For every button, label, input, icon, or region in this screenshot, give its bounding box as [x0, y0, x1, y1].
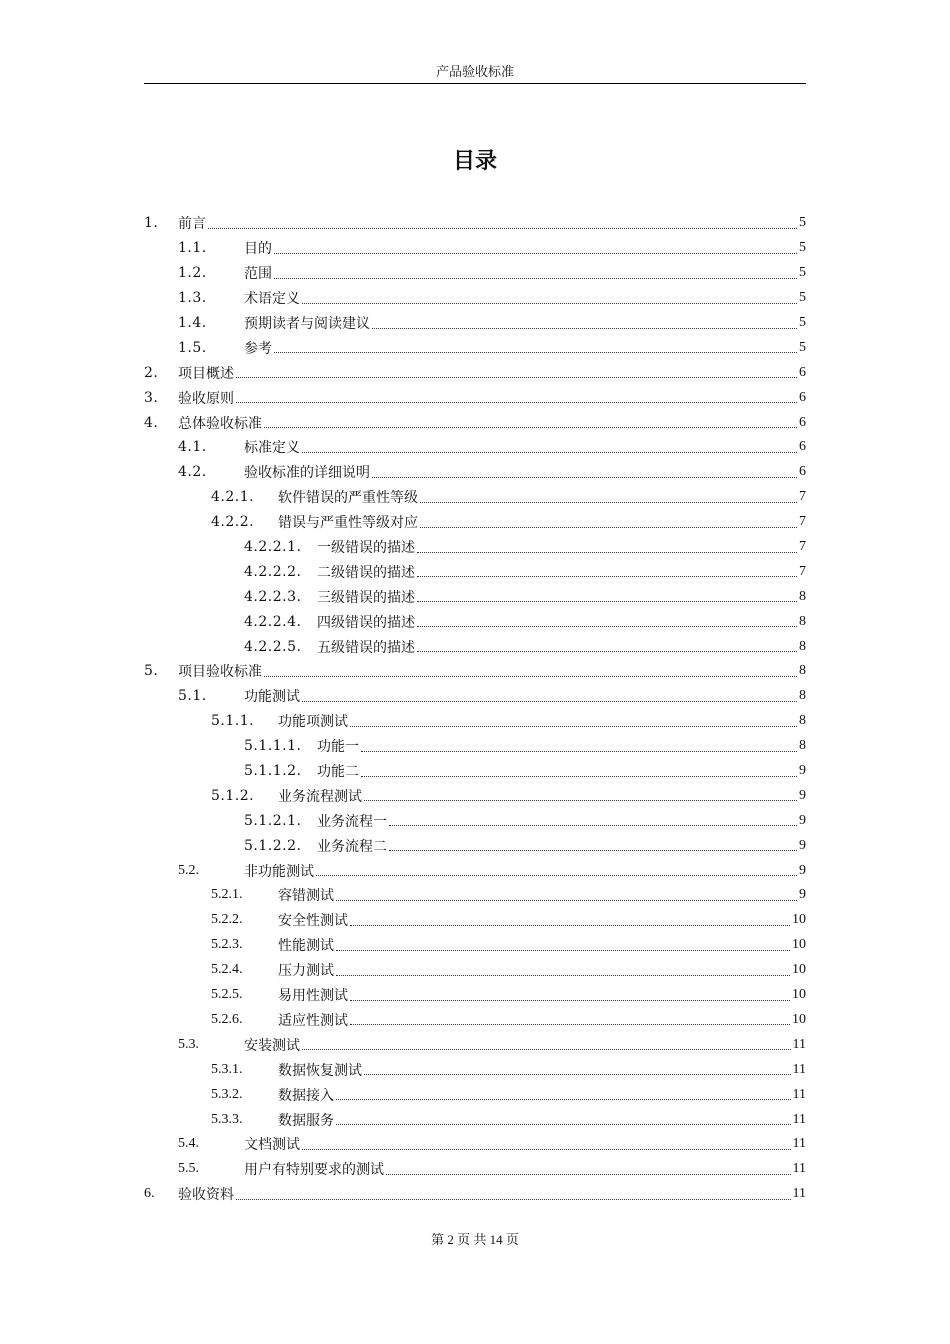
- toc-entry-label: 标准定义: [244, 440, 300, 457]
- toc-entry-page: 11: [792, 1111, 806, 1127]
- toc-dot-leader: [302, 303, 797, 304]
- toc-entry[interactable]: [144, 709, 806, 734]
- toc-entry-number: 6.: [144, 1186, 155, 1202]
- toc-entry[interactable]: [144, 211, 806, 236]
- toc-entry-page: 11: [792, 1161, 806, 1177]
- toc-entry-number: 5.2.1.: [211, 887, 243, 903]
- toc-entry-label: 验收资料: [178, 1187, 234, 1204]
- toc-entry-label: 参考: [244, 340, 272, 357]
- toc-entry-page: 8: [799, 713, 806, 729]
- toc-entry[interactable]: [144, 783, 806, 808]
- toc-entry-page: 9: [799, 862, 806, 878]
- toc-dot-leader: [389, 850, 797, 851]
- toc-entry-number: 5.1.2.2.: [244, 837, 302, 854]
- toc-entry-page: 6: [799, 364, 806, 380]
- toc-entry-number: 5.2.6.: [211, 1011, 243, 1027]
- toc-entry-label: 二级错误的描述: [317, 564, 415, 581]
- toc-entry-number: 4.2.2.4.: [244, 613, 302, 630]
- toc-entry[interactable]: [144, 808, 806, 833]
- toc-entry-label: 易用性测试: [278, 988, 348, 1005]
- toc-entry-number: 4.2.2.3.: [244, 588, 302, 605]
- toc-entry-page: 11: [792, 1136, 806, 1152]
- toc-entry-number: 5.2.3.: [211, 937, 243, 953]
- toc-entry-page: 10: [792, 937, 806, 953]
- toc-entry-label: 验收原则: [178, 390, 234, 407]
- toc-entry-page: 10: [792, 962, 806, 978]
- toc-entry-label: 业务流程一: [317, 813, 387, 830]
- toc-entry[interactable]: [144, 360, 806, 385]
- toc-entry-page: 6: [799, 439, 806, 455]
- table-of-contents: [144, 211, 806, 1207]
- toc-entry[interactable]: [144, 261, 806, 286]
- toc-entry-number: 5.1.1.2.: [244, 763, 302, 780]
- toc-dot-leader: [350, 925, 790, 926]
- toc-dot-leader: [350, 1024, 790, 1025]
- toc-entry[interactable]: [144, 908, 806, 933]
- toc-entry-page: 9: [799, 763, 806, 779]
- toc-entry-number: 4.2.2.1.: [244, 539, 302, 556]
- toc-dot-leader: [264, 676, 797, 677]
- toc-dot-leader: [302, 1049, 791, 1050]
- toc-entry[interactable]: [144, 1008, 806, 1033]
- toc-dot-leader: [336, 900, 797, 901]
- page-footer: [0, 1229, 950, 1248]
- footer-prefix: 第: [431, 1232, 445, 1247]
- toc-entry-page: 5: [799, 240, 806, 256]
- toc-entry-label: 性能测试: [278, 938, 334, 955]
- toc-dot-leader: [302, 701, 797, 702]
- toc-dot-leader: [386, 1174, 791, 1175]
- toc-dot-leader: [372, 477, 797, 478]
- toc-entry-page: 9: [799, 787, 806, 803]
- toc-entry-label: 验收标准的详细说明: [244, 465, 370, 482]
- toc-entry-page: 6: [799, 389, 806, 405]
- toc-dot-leader: [417, 576, 797, 577]
- toc-entry-number: 4.: [144, 414, 159, 431]
- toc-entry[interactable]: [144, 759, 806, 784]
- toc-entry-label: 预期读者与阅读建议: [244, 316, 370, 332]
- toc-dot-leader: [274, 352, 797, 353]
- toc-entry-label: 安装测试: [244, 1037, 300, 1054]
- toc-entry-number: 4.2.: [178, 464, 207, 481]
- toc-entry[interactable]: [144, 485, 806, 510]
- toc-entry[interactable]: [144, 1132, 806, 1157]
- toc-entry-label: 四级错误的描述: [317, 614, 415, 631]
- toc-entry-number: 5.1.2.1.: [244, 812, 302, 829]
- toc-entry-label: 业务流程测试: [278, 788, 362, 805]
- toc-dot-leader: [316, 875, 797, 876]
- toc-entry-page: 8: [799, 638, 806, 654]
- toc-dot-leader: [236, 402, 797, 403]
- toc-dot-leader: [417, 552, 797, 553]
- toc-entry-page: 8: [799, 663, 806, 679]
- toc-entry-label: 适应性测试: [278, 1012, 348, 1029]
- toc-entry-page: 11: [792, 1186, 806, 1202]
- footer-current-page: 2: [447, 1232, 454, 1247]
- toc-entry-page: 5: [799, 339, 806, 355]
- toc-entry-number: 5.2.4.: [211, 962, 243, 978]
- toc-entry-number: 5.1.: [178, 688, 207, 705]
- toc-entry[interactable]: [144, 385, 806, 410]
- toc-entry[interactable]: [144, 609, 806, 634]
- toc-entry-number: 5.1.1.1.: [244, 738, 302, 755]
- toc-dot-leader: [420, 502, 797, 503]
- toc-entry[interactable]: [144, 236, 806, 261]
- toc-entry-number: 5.3.: [178, 1036, 199, 1052]
- toc-entry[interactable]: [144, 1107, 806, 1132]
- toc-entry-number: 1.5.: [178, 339, 207, 356]
- toc-entry[interactable]: [144, 1057, 806, 1082]
- toc-entry-label: 功能测试: [244, 689, 300, 706]
- toc-dot-leader: [264, 427, 797, 428]
- toc-entry[interactable]: [144, 684, 806, 709]
- toc-entry-number: 5.3.1.: [211, 1061, 243, 1077]
- toc-dot-leader: [336, 1124, 791, 1125]
- toc-entry-number: 4.2.2.2.: [244, 563, 302, 580]
- toc-entry-number: 2.: [144, 364, 159, 381]
- toc-dot-leader: [364, 1074, 791, 1075]
- toc-entry-number: 5.2.2.: [211, 912, 243, 928]
- toc-entry-page: 7: [799, 539, 806, 555]
- toc-entry-number: 5.2.: [178, 862, 199, 878]
- toc-entry-label: 非功能测试: [244, 863, 314, 880]
- toc-entry-page: 10: [792, 987, 806, 1003]
- toc-entry-number: 5.1.1.: [211, 713, 255, 730]
- toc-entry[interactable]: [144, 559, 806, 584]
- toc-entry-label: 总体验收标准: [178, 415, 262, 432]
- toc-entry-number: 1.2.: [178, 265, 207, 282]
- toc-entry[interactable]: [144, 510, 806, 535]
- toc-dot-leader: [336, 950, 790, 951]
- toc-entry-page: 8: [799, 738, 806, 754]
- toc-entry-label: 软件错误的严重性等级: [278, 490, 418, 507]
- toc-entry[interactable]: [144, 933, 806, 958]
- toc-entry-number: 1.3.: [178, 290, 207, 307]
- toc-entry-label: 容错测试: [278, 888, 334, 905]
- toc-entry-page: 6: [799, 414, 806, 430]
- toc-entry-number: 5.4.: [178, 1136, 199, 1152]
- toc-entry-label: 术语定义: [244, 291, 300, 308]
- toc-entry-number: 1.1.: [178, 240, 207, 257]
- toc-entry[interactable]: [144, 883, 806, 908]
- toc-entry-number: 1.4.: [178, 315, 207, 331]
- toc-entry-number: 5.2.5.: [211, 987, 243, 1003]
- header-rule: [144, 83, 806, 84]
- toc-dot-leader: [361, 751, 797, 752]
- page-header: 产品验收标准: [435, 65, 514, 80]
- toc-entry[interactable]: [144, 983, 806, 1008]
- toc-dot-leader: [274, 278, 797, 279]
- toc-entry-page: 7: [799, 489, 806, 505]
- toc-entry[interactable]: [144, 1182, 806, 1207]
- toc-entry[interactable]: [144, 858, 806, 883]
- toc-entry-number: 4.2.2.: [211, 514, 255, 531]
- toc-entry[interactable]: [144, 460, 806, 485]
- toc-entry-label: 用户有特别要求的测试: [244, 1162, 384, 1179]
- footer-middle: 页 共: [457, 1232, 487, 1247]
- toc-entry-number: 5.5.: [178, 1161, 199, 1177]
- toc-dot-leader: [274, 253, 797, 254]
- toc-entry-label: 文档测试: [244, 1137, 300, 1154]
- toc-entry-label: 功能项测试: [278, 714, 348, 731]
- toc-entry-number: 5.: [144, 663, 159, 680]
- toc-entry[interactable]: [144, 734, 806, 759]
- toc-entry-page: 9: [799, 837, 806, 853]
- toc-entry-number: 5.3.2.: [211, 1086, 243, 1102]
- toc-dot-leader: [336, 1099, 791, 1100]
- toc-entry-page: 7: [799, 514, 806, 530]
- toc-entry-page: 10: [792, 912, 806, 928]
- toc-entry-label: 五级错误的描述: [317, 639, 415, 656]
- toc-entry-page: 5: [799, 265, 806, 281]
- toc-entry[interactable]: [144, 535, 806, 560]
- toc-entry-number: 4.1.: [178, 439, 207, 456]
- toc-entry-label: 压力测试: [278, 963, 334, 980]
- toc-entry[interactable]: [144, 335, 806, 360]
- toc-entry-page: 8: [799, 688, 806, 704]
- toc-entry-page: 5: [799, 290, 806, 306]
- toc-dot-leader: [389, 825, 797, 826]
- toc-entry-label: 功能一: [317, 739, 359, 756]
- toc-dot-leader: [417, 651, 797, 652]
- toc-entry[interactable]: [144, 584, 806, 609]
- toc-entry-number: 1.: [144, 215, 159, 232]
- toc-dot-leader: [350, 1000, 790, 1001]
- toc-entry-label: 范围: [244, 266, 272, 283]
- toc-entry-page: 11: [792, 1036, 806, 1052]
- toc-entry-page: 8: [799, 613, 806, 629]
- toc-entry[interactable]: [144, 311, 806, 336]
- toc-entry-label: 安全性测试: [278, 913, 348, 930]
- toc-entry-number: 4.2.2.5.: [244, 638, 302, 655]
- toc-dot-leader: [417, 626, 797, 627]
- footer-suffix: 页: [505, 1232, 519, 1247]
- toc-dot-leader: [417, 601, 797, 602]
- toc-entry-page: 9: [799, 887, 806, 903]
- toc-dot-leader: [372, 328, 797, 329]
- toc-entry-label: 数据恢复测试: [278, 1062, 362, 1079]
- toc-title: 目录: [452, 149, 497, 174]
- toc-entry-label: 数据服务: [278, 1112, 334, 1129]
- toc-entry-page: 7: [799, 563, 806, 579]
- toc-entry-page: 10: [792, 1011, 806, 1027]
- toc-entry[interactable]: [144, 958, 806, 983]
- toc-entry-page: 11: [792, 1061, 806, 1077]
- toc-dot-leader: [302, 452, 797, 453]
- toc-entry[interactable]: [144, 1157, 806, 1182]
- toc-entry-label: 错误与严重性等级对应: [278, 515, 418, 532]
- toc-entry-label: 前言: [178, 216, 206, 233]
- toc-entry-label: 数据接入: [278, 1087, 334, 1104]
- toc-entry[interactable]: [144, 1032, 806, 1057]
- toc-entry-label: 功能二: [317, 764, 359, 781]
- toc-entry[interactable]: [144, 1082, 806, 1107]
- toc-entry-page: 11: [792, 1086, 806, 1102]
- toc-entry[interactable]: [144, 659, 806, 684]
- toc-entry-number: 3.: [144, 389, 159, 406]
- toc-entry-page: 5: [799, 315, 806, 330]
- toc-entry-number: 4.2.1.: [211, 489, 255, 506]
- footer-total-pages: 14: [489, 1232, 503, 1247]
- toc-dot-leader: [236, 1199, 791, 1200]
- toc-entry-page: 6: [799, 464, 806, 480]
- toc-dot-leader: [350, 726, 797, 727]
- toc-dot-leader: [420, 527, 797, 528]
- toc-entry-page: 8: [799, 588, 806, 604]
- toc-entry-label: 一级错误的描述: [317, 540, 415, 557]
- toc-entry-label: 业务流程二: [317, 838, 387, 855]
- toc-entry[interactable]: [144, 286, 806, 311]
- toc-entry-label: 项目验收标准: [178, 664, 262, 681]
- toc-entry-page: 5: [799, 215, 806, 231]
- toc-dot-leader: [208, 228, 797, 229]
- toc-entry-page: 9: [799, 812, 806, 828]
- toc-entry-label: 目的: [244, 241, 272, 258]
- toc-entry-label: 项目概述: [178, 365, 234, 382]
- toc-dot-leader: [364, 800, 797, 801]
- toc-entry[interactable]: [144, 833, 806, 858]
- toc-entry[interactable]: [144, 634, 806, 659]
- toc-dot-leader: [236, 377, 797, 378]
- toc-entry-number: 5.1.2.: [211, 787, 255, 804]
- toc-entry-label: 三级错误的描述: [317, 589, 415, 606]
- toc-entry[interactable]: [144, 435, 806, 460]
- toc-dot-leader: [302, 1149, 791, 1150]
- toc-entry-number: 5.3.3.: [211, 1111, 243, 1127]
- toc-entry[interactable]: [144, 410, 806, 435]
- toc-dot-leader: [361, 776, 797, 777]
- toc-dot-leader: [336, 975, 790, 976]
